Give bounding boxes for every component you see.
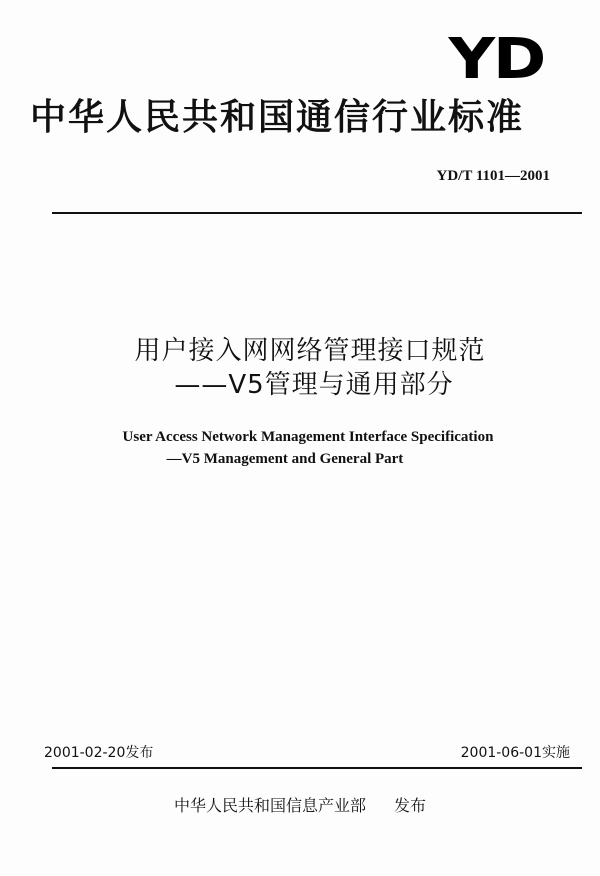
english-title-line-2: —V5 Management and General Part (166, 451, 404, 467)
issuer-name: 中华人民共和国信息产业部 (173, 796, 366, 815)
standard-number: YD/T 1101—2001 (436, 168, 550, 184)
yd-logo: YD (448, 27, 544, 92)
issuer-line (0, 795, 600, 817)
top-divider (52, 212, 582, 214)
issuer-action: 发布 (394, 796, 427, 815)
issue-date: 2001-02-20发布 (44, 745, 154, 761)
chinese-title-line-2: ——V5管理与通用部分 (174, 370, 454, 400)
chinese-title-line-1: 用户接入网网络管理接口规范 (134, 336, 486, 366)
org-title: 中华人民共和国通信行业标准 (30, 97, 525, 138)
implementation-date: 2001-06-01实施 (460, 745, 570, 761)
bottom-divider (52, 767, 582, 769)
english-title-line-1: User Access Network Management Interface Specification (122, 429, 494, 445)
